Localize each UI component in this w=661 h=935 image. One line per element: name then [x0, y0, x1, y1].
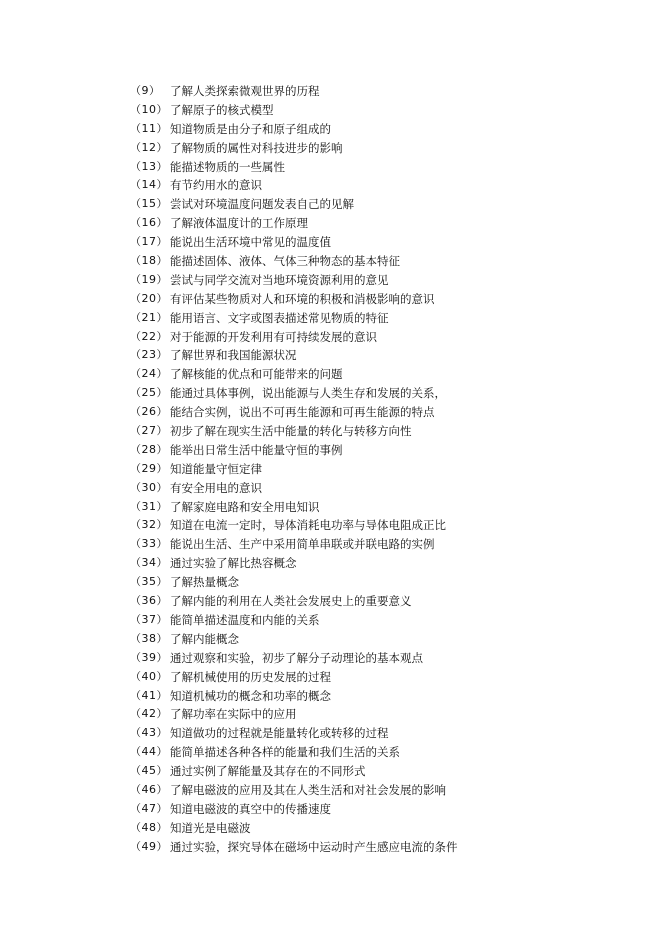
item-number: （49） — [130, 839, 168, 853]
list-item — [130, 838, 630, 857]
list-item — [130, 176, 630, 195]
list-item — [130, 800, 630, 819]
item-text: 了解世界和我国能源状况 — [170, 348, 297, 363]
list-item — [130, 743, 630, 762]
list-item — [130, 479, 630, 498]
item-text: 了解液体温度计的工作原理 — [170, 216, 308, 231]
item-number: （36） — [130, 594, 168, 608]
item-number: （25） — [130, 386, 168, 400]
list-item — [130, 101, 630, 120]
item-number: （41） — [130, 688, 168, 702]
list-item — [130, 195, 630, 214]
item-text: 能简单描述温度和内能的关系 — [170, 612, 320, 627]
item-number: （27） — [130, 424, 168, 438]
item-text: 有节约用水的意识 — [170, 178, 262, 193]
list-item — [130, 460, 630, 479]
list-item — [130, 687, 630, 706]
item-number: （37） — [130, 612, 168, 626]
item-number: （38） — [130, 631, 168, 645]
item-text: 通过实验了解比热容概念 — [170, 556, 297, 571]
item-text: 能简单描述各种各样的能量和我们生活的关系 — [170, 745, 400, 760]
item-number: （10） — [130, 102, 168, 116]
list-item — [130, 309, 630, 328]
item-number: （13） — [130, 159, 168, 173]
item-number: （17） — [130, 235, 168, 249]
list-item — [130, 554, 630, 573]
item-number: （18） — [130, 254, 168, 268]
list-item — [130, 233, 630, 252]
list-item — [130, 441, 630, 460]
list-item — [130, 498, 630, 517]
list-item — [130, 384, 630, 403]
list-item — [130, 214, 630, 233]
list-item — [130, 649, 630, 668]
item-number: （15） — [130, 197, 168, 211]
item-text: 能描述物质的一些属性 — [170, 159, 285, 174]
item-text: 知道机械功的概念和功率的概念 — [170, 688, 331, 703]
list-item — [130, 271, 630, 290]
item-text: 了解原子的核式模型 — [170, 102, 274, 117]
list-item — [130, 365, 630, 384]
item-text: 能举出日常生活中能量守恒的事例 — [170, 442, 343, 457]
item-text: 了解内能的利用在人类社会发展史上的重要意义 — [170, 594, 412, 609]
list-item — [130, 82, 630, 101]
item-number: （28） — [130, 442, 168, 456]
list-item — [130, 724, 630, 743]
item-text: 知道光是电磁波 — [170, 820, 251, 835]
list-item — [130, 819, 630, 838]
item-text: 能用语言、文字或图表描述常见物质的特征 — [170, 310, 389, 325]
item-text: 初步了解在现实生活中能量的转化与转移方向性 — [170, 424, 412, 439]
item-number: （35） — [130, 575, 168, 589]
list-item — [130, 592, 630, 611]
list-item — [130, 516, 630, 535]
item-number: （43） — [130, 726, 168, 740]
item-text: 能说出生活、生产中采用简单串联或并联电路的实例 — [170, 537, 435, 552]
item-text: 能通过具体事例，说出能源与人类生存和发展的关系， — [170, 386, 446, 401]
objective-list — [130, 82, 630, 857]
list-item — [130, 120, 630, 139]
item-number: （39） — [130, 650, 168, 664]
item-number: （19） — [130, 272, 168, 286]
list-item — [130, 422, 630, 441]
item-number: （44） — [130, 745, 168, 759]
list-item — [130, 535, 630, 554]
item-text: 通过实验，探究导体在磁场中运动时产生感应电流的条件 — [170, 839, 458, 854]
item-text: 了解物质的属性对科技进步的影响 — [170, 140, 343, 155]
item-text: 了解家庭电路和安全用电知识 — [170, 499, 320, 514]
item-text: 能结合实例，说出不可再生能源和可再生能源的特点 — [170, 405, 435, 420]
item-text: 了解机械使用的历史发展的过程 — [170, 669, 331, 684]
item-text: 有安全用电的意识 — [170, 480, 262, 495]
item-number: （47） — [130, 801, 168, 815]
list-item — [130, 346, 630, 365]
list-item — [130, 762, 630, 781]
list-item — [130, 781, 630, 800]
item-number: （23） — [130, 348, 168, 362]
list-item — [130, 705, 630, 724]
item-text: 知道能量守恒定律 — [170, 461, 262, 476]
item-text: 对于能源的开发利用有可持续发展的意识 — [170, 329, 377, 344]
item-text: 通过观察和实验，初步了解分子动理论的基本观点 — [170, 650, 423, 665]
list-item — [130, 573, 630, 592]
item-text: 知道电磁波的真空中的传播速度 — [170, 801, 331, 816]
item-text: 了解内能概念 — [170, 631, 239, 646]
item-number: （42） — [130, 707, 168, 721]
item-text: 能描述固体、液体、气体三种物态的基本特征 — [170, 254, 400, 269]
item-number: （32） — [130, 518, 168, 532]
item-number: （46） — [130, 782, 168, 796]
list-item — [130, 403, 630, 422]
item-number: （22） — [130, 329, 168, 343]
item-text: 了解核能的优点和可能带来的问题 — [170, 367, 343, 382]
item-text: 能说出生活环境中常见的温度值 — [170, 235, 331, 250]
item-number: （40） — [130, 669, 168, 683]
item-number: （21） — [130, 310, 168, 324]
item-number: （16） — [130, 216, 168, 230]
item-number: （20） — [130, 291, 168, 305]
item-text: 知道在电流一定时，导体消耗电功率与导体电阻成正比 — [170, 518, 446, 533]
item-number: （26） — [130, 405, 168, 419]
list-item — [130, 252, 630, 271]
item-text: 尝试对环境温度问题发表自己的见解 — [170, 197, 354, 212]
list-item — [130, 290, 630, 309]
item-number: （34） — [130, 556, 168, 570]
item-text: 了解热量概念 — [170, 575, 239, 590]
item-number: （33） — [130, 537, 168, 551]
item-text: 有评估某些物质对人和环境的积极和消极影响的意识 — [170, 291, 435, 306]
item-number: （30） — [130, 480, 168, 494]
item-number: （24） — [130, 367, 168, 381]
list-item — [130, 668, 630, 687]
item-number: （9） — [130, 84, 161, 97]
item-number: （31） — [130, 499, 168, 513]
item-number: （45） — [130, 764, 168, 778]
list-item — [130, 328, 630, 347]
list-item — [130, 158, 630, 177]
item-text: 知道做功的过程就是能量转化或转移的过程 — [170, 726, 389, 741]
list-item — [130, 139, 630, 158]
item-text: 了解电磁波的应用及其在人类生活和对社会发展的影响 — [170, 782, 446, 797]
item-text: 通过实例了解能量及其存在的不同形式 — [170, 764, 366, 779]
item-number: （14） — [130, 178, 168, 192]
item-number: （48） — [130, 820, 168, 834]
item-text: 了解人类探索微观世界的历程 — [170, 84, 320, 98]
item-text: 了解功率在实际中的应用 — [170, 707, 297, 722]
item-text: 知道物质是由分子和原子组成的 — [170, 121, 331, 136]
item-number: （12） — [130, 140, 168, 154]
item-text: 尝试与同学交流对当地环境资源利用的意见 — [170, 272, 389, 287]
item-number: （29） — [130, 461, 168, 475]
list-item — [130, 630, 630, 649]
item-number: （11） — [130, 121, 168, 135]
list-item — [130, 611, 630, 630]
